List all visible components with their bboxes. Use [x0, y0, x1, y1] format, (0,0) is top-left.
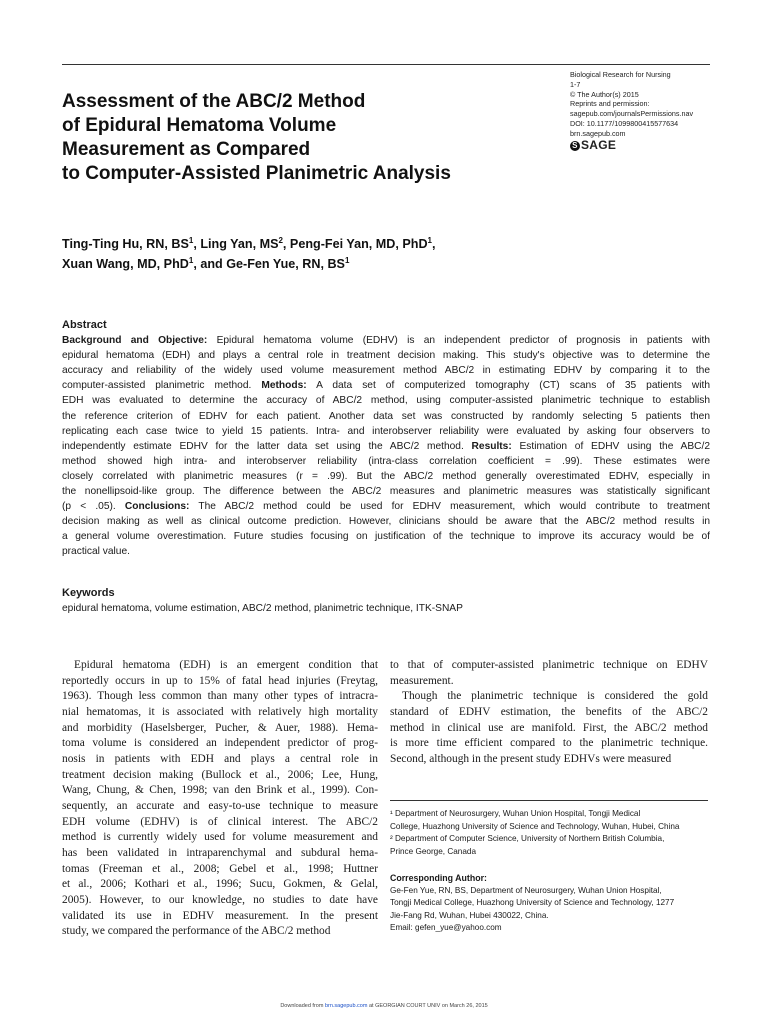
body-text-line: Second, although in the present study EDHVs were measured	[390, 752, 672, 765]
article-title	[62, 90, 532, 186]
journal-info	[570, 70, 740, 151]
body-text-line: tomas (Freeman et al., 2008; Gebel et al., 1998; Huttner	[62, 862, 378, 875]
author-5-affil: 1	[344, 255, 350, 265]
affiliations	[390, 808, 710, 858]
author-list	[62, 234, 712, 274]
body-column-right	[390, 658, 708, 768]
affiliation-line: Prince George, Canada	[390, 846, 477, 856]
title-line-1: Assessment of the ABC/2 Method	[62, 91, 366, 112]
footnote-rule	[390, 800, 708, 801]
corresponding-line: Tongji Medical College, Huazhong University of Science and Technology, 1277	[390, 898, 675, 908]
author-5: , and Ge-Fen Yue, RN, BS	[193, 257, 345, 271]
publisher-name: SAGE	[581, 137, 617, 152]
page-range: 1-7	[570, 79, 581, 89]
body-text-line: Though the planimetric technique is considered the gold	[402, 690, 708, 703]
authors-line-2	[62, 254, 712, 274]
body-text-line: is more time efficient compared to the planimetric technique.	[390, 737, 708, 750]
abstract-text: A data set of computerized tomography (CT) scans of 35 patients with	[306, 380, 710, 392]
corresponding-line: Ge-Fen Yue, RN, BS, Department of Neurosurgery, Wuhan Union Hospital,	[390, 885, 662, 895]
author-4: Xuan Wang, MD, PhD	[62, 257, 189, 271]
keywords-section	[62, 586, 710, 616]
affiliation-line: ² Department of Computer Science, University of Northern British Columbia,	[390, 834, 665, 844]
abstract-text: Estimation of EDHV using the ABC/2	[511, 440, 710, 452]
conclusions-label: Conclusions:	[124, 501, 190, 513]
authors-line-1	[62, 234, 712, 254]
body-text-line: Epidural hematoma (EDH) is an emergent condition that	[74, 659, 378, 671]
abstract-line: replicating each case twice to yield 15 patients. Intra- and interobserver reliability were evaluated by asking four observers to	[62, 425, 710, 437]
abstract-section	[62, 318, 710, 560]
body-text-line: reportedly occurs in up to 15% of fatal head injuries (Freytag,	[62, 674, 378, 687]
body-text-line: method in clinical use are manifold. First, the ABC/2 method	[390, 721, 708, 734]
results-label: Results:	[471, 440, 512, 452]
doi[interactable]: DOI: 10.1177/1099800415577634	[570, 118, 679, 128]
body-text-line: to that of computer-assisted planimetric technique on EDHV	[390, 659, 708, 671]
title-line-4: to Computer-Assisted Planimetric Analysis	[62, 163, 451, 184]
background-label: Background and Objective:	[62, 335, 208, 347]
download-prefix: Downloaded from	[280, 1003, 325, 1009]
body-text-line: has been validated in intraparenchymal and subdural hema-	[62, 846, 378, 859]
affiliation-line: College, Huazhong University of Science and Technology, Wuhan, Hubei, China	[390, 821, 680, 831]
journal-name: Biological Research for Nursing	[570, 70, 671, 79]
body-text-line: method is currently widely used for volume measurement and	[62, 831, 378, 844]
body-text-line: and morbidity (Haselsberger, Pucher, & Auer, 1988). Hema-	[62, 721, 378, 734]
abstract-text: computer-assisted planimetric method.	[62, 380, 262, 392]
author-1-affil: 1	[188, 235, 194, 245]
title-line-3: Measurement as Compared	[62, 139, 311, 160]
body-text-line: nial hematomas, it is associated with relatively high mortality	[62, 705, 378, 718]
abstract-line: the nonellipsoid-like group. The difference between the ABC/2 measures and planimetric measures was statistically significant	[62, 486, 710, 498]
corresponding-line: Jie-Fang Rd, Wuhan, Hubei 430022, China.	[390, 910, 549, 920]
header-rule	[62, 64, 710, 65]
permissions-link[interactable]: sagepub.com/journalsPermissions.nav	[570, 109, 694, 119]
abstract-text: independently estimate EDHV for the latter data set using the ABC/2 method.	[62, 440, 472, 452]
body-text-line: treatment decision making (Bullock et al., 2006; Lee, Hung,	[62, 768, 378, 781]
copyright: © The Author(s) 2015	[570, 89, 639, 99]
corresponding-author	[390, 872, 710, 935]
abstract-line: accuracy and reliability of the widely used volume measurement method ABC/2 in estimating EDHV by comparing it to the	[62, 365, 710, 377]
body-text-line: 2005). However, to our knowledge, no studies to date have	[62, 893, 378, 906]
download-suffix: at GEORGIAN COURT UNIV on March 26, 2015	[367, 1003, 488, 1009]
body-text-line: validated its use in EDHV measurement. In the present	[62, 909, 378, 922]
abstract-line: decision making as well as clinical outcome prediction. However, clinicians should be aware that the ABC/2 method results in	[62, 516, 710, 528]
author-3: , Peng-Fei Yan, MD, PhD	[282, 237, 428, 251]
methods-label: Methods:	[261, 380, 307, 392]
title-line-2: of Epidural Hematoma Volume	[62, 115, 337, 136]
author-2-affil: 2	[278, 235, 283, 245]
body-column-left	[62, 658, 378, 940]
reprints-label: Reprints and permission:	[570, 99, 650, 109]
abstract-line	[62, 499, 710, 514]
sage-logo-icon: S	[570, 141, 580, 151]
abstract-line: method showed high intra- and interobserver reliability (intra-class correlation coefficient = .99). These estimates were	[62, 455, 710, 467]
body-text-line: et al., 2006; Kothari et al., 1996; Sucu, Gokmen, & Gelal,	[62, 878, 378, 891]
abstract-line: epidural hematoma (EDH) and plays a central role in treatment decision making. This study's objective was to determine the	[62, 350, 710, 362]
body-text-line: sequently, an accurate and easy-to-use technique to measure	[62, 799, 378, 812]
corresponding-heading: Corresponding Author:	[390, 873, 487, 883]
body-text-line: study, we compared the performance of the ABC/2 method	[62, 925, 331, 938]
body-text-line: EDH volume (EDHV) is of clinical interest. The ABC/2	[62, 815, 378, 828]
abstract-line: practical value.	[62, 546, 130, 558]
keywords-heading: Keywords	[62, 587, 115, 599]
author-4-affil: 1	[188, 255, 194, 265]
body-text-line: standard of EDHV estimation, the benefits of the ABC/2	[390, 705, 708, 718]
author-3-affil: 1	[427, 235, 432, 245]
abstract-line: EDH was evaluated to determine the accuracy of ABC/2 method, using computer-assisted planimetric technique to establish	[62, 395, 710, 407]
abstract-line	[62, 439, 710, 454]
sage-logo	[570, 137, 740, 152]
body-text-line: toma volume is considered an independent predictor of prog-	[62, 737, 378, 750]
abstract-line: closely correlated with planimetric measures (r = .99). But the ABC/2 method generally overestimated EDHV, especially in	[62, 470, 710, 482]
corresponding-email[interactable]: Email: gefen_yue@yahoo.com	[390, 923, 502, 933]
body-text-line: nosis in patients with EDH and plays a central role in	[62, 752, 378, 765]
abstract-line	[62, 333, 710, 348]
download-notice	[0, 1003, 768, 1009]
abstract-line: a general volume overestimation. Future studies focusing on justification of the technique to improve its accuracy would be of	[62, 531, 710, 543]
keywords-list: epidural hematoma, volume estimation, ABC/2 method, planimetric technique, ITK-SNAP	[62, 603, 463, 614]
body-text-line: measurement.	[390, 674, 454, 687]
body-text-line: Wang, Chung, & Chen, 1998; van den Brink et al., 1999). Con-	[62, 784, 378, 797]
body-text-line: 1963). Though less common than many other types of intracra-	[62, 690, 378, 703]
abstract-line: the reference criterion of EDHV for each patient. Another data set was constructed by randomly selecting 5 patients then	[62, 410, 710, 422]
affiliation-line: ¹ Department of Neurosurgery, Wuhan Union Hospital, Tongji Medical	[390, 809, 641, 818]
abstract-text: Epidural hematoma volume (EDHV) is an independent predictor of prognosis in patients with	[207, 335, 710, 347]
download-link[interactable]: brn.sagepub.com	[324, 1003, 368, 1009]
author-1: Ting-Ting Hu, RN, BS	[62, 237, 189, 251]
author-2: , Ling Yan, MS	[193, 237, 279, 251]
abstract-text: The ABC/2 method could be used for EDHV measurement, which would contribute to treatment	[189, 501, 710, 513]
abstract-text: (p < .05).	[62, 501, 125, 513]
abstract-line	[62, 378, 710, 393]
abstract-heading: Abstract	[62, 319, 107, 331]
journal-site[interactable]: brn.sagepub.com	[570, 128, 626, 138]
author-separator: ,	[432, 237, 436, 251]
